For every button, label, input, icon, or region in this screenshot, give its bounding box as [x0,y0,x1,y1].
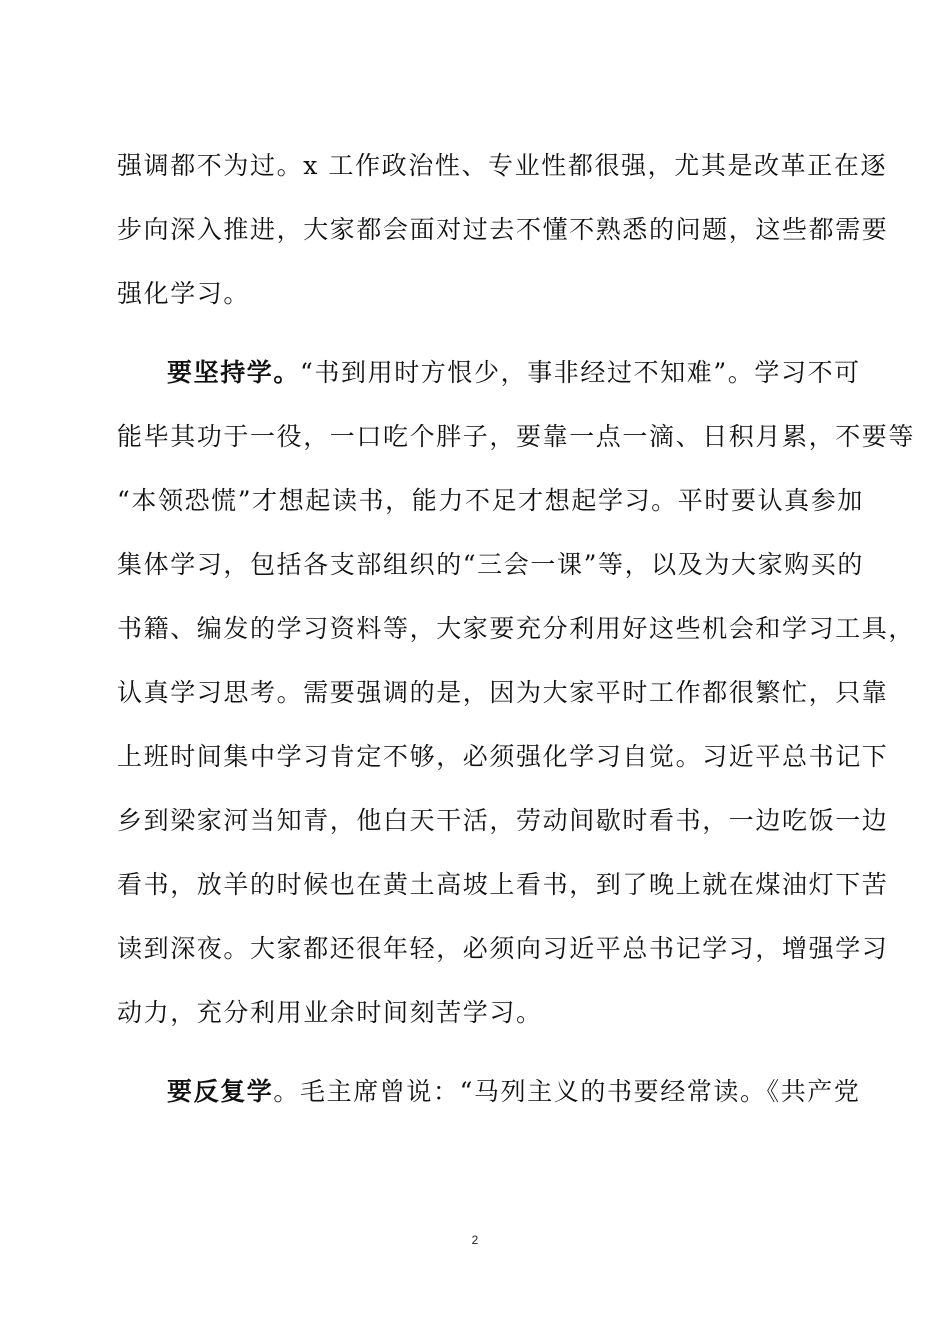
text-line: 强化学习。 [117,279,251,308]
paragraph-2 [117,345,916,1049]
text-line: 上班时间集中学习肯定不够，必须强化学习自觉。习近平总书记下 [117,742,889,771]
text-line: 强调都不为过。x 工作政治性、专业性都很强，尤其是改革正在逐 [117,151,888,180]
paragraph-text: 。毛主席曾说：“马列主义的书要经常读。《共产党 [273,1077,861,1106]
text-line: 步向深入推进，大家都会面对过去不懂不熟悉的问题，这些都需要 [117,215,889,244]
text-line: 看书，放羊的时候也在黄土高坡上看书，到了晚上就在煤油灯下苦 [117,870,889,899]
text-line [117,1064,861,1128]
paragraph-3 [117,1064,861,1128]
page-number: 2 [471,1233,479,1247]
text-line: “本领恐慌”才想起读书，能力不足才想起学习。平时要认真参加 [117,486,864,515]
paragraph-1 [117,138,889,330]
text-line: 认真学习思考。需要强调的是，因为大家平时工作都很繁忙，只靠 [117,678,889,707]
text-line [117,345,861,409]
text-line: 书籍、编发的学习资料等，大家要充分利用好这些机会和学习工具， [117,614,916,643]
paragraph-lead: 要坚持学。 [167,358,301,387]
text-line: 读到深夜。大家都还很年轻，必须向习近平总书记学习，增强学习 [117,934,889,963]
text-line: 动力，充分利用业余时间刻苦学习。 [117,998,543,1027]
text-line: 能毕其功于一役，一口吃个胖子，要靠一点一滴、日积月累，不要等 [117,422,916,451]
paragraph-text: “书到用时方恨少，事非经过不知难”。学习不可 [300,358,861,387]
text-line: 乡到梁家河当知青，他白天干活，劳动间歇时看书，一边吃饭一边 [117,806,889,835]
paragraph-lead: 要反复学 [167,1077,274,1106]
body-text [117,138,916,1128]
text-line: 集体学习，包括各支部组织的“三会一课”等，以及为大家购买的 [117,550,864,579]
